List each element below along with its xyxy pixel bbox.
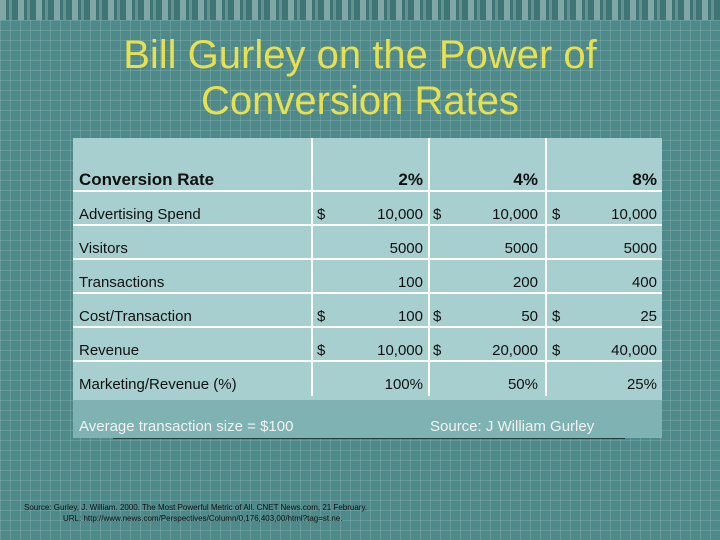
dollar-sign: $ — [552, 308, 561, 325]
table-cell: 25 — [640, 308, 657, 325]
dollar-sign: $ — [317, 206, 326, 223]
source-citation — [0, 502, 520, 524]
dollar-sign: $ — [317, 342, 326, 359]
footer-source: Source: J William Gurley — [430, 418, 595, 435]
dollar-sign: $ — [317, 308, 326, 325]
table-cell: 50 — [521, 308, 538, 325]
slide-title-line-2: Conversion Rates — [201, 79, 519, 123]
table-cell: 5000 — [389, 240, 423, 257]
header-label: Conversion Rate — [79, 170, 215, 189]
table-cell: 100% — [384, 376, 423, 393]
table-row — [73, 294, 662, 328]
table-cell: 100 — [397, 308, 423, 325]
row-label: Cost/Transaction — [79, 308, 192, 325]
table-cell: 400 — [631, 274, 657, 291]
header-col-4pct: 4% — [513, 170, 538, 189]
table-row — [73, 362, 662, 396]
conversion-table — [73, 138, 662, 438]
table-cell: 5000 — [623, 240, 657, 257]
table-cell: 20,000 — [492, 342, 538, 359]
table-cell: 50% — [507, 376, 538, 393]
table-cell: 40,000 — [611, 342, 657, 359]
table-cell: 200 — [512, 274, 538, 291]
table-cell: 10,000 — [377, 342, 423, 359]
decorative-top-strip — [0, 0, 720, 20]
header-col-2pct: 2% — [398, 170, 423, 189]
row-label: Marketing/Revenue (%) — [79, 376, 237, 393]
table-cell: 10,000 — [377, 206, 423, 223]
table-row — [73, 192, 662, 226]
dollar-sign: $ — [552, 342, 561, 359]
row-label: Advertising Spend — [79, 206, 201, 223]
table-row — [73, 226, 662, 260]
row-label: Transactions — [79, 274, 165, 291]
table-cell: 5000 — [504, 240, 538, 257]
table-row — [73, 260, 662, 294]
dollar-sign: $ — [433, 342, 442, 359]
header-col-8pct: 8% — [632, 170, 657, 189]
source-citation-line-1: Source: Gurley, J. William. 2000. The Most Powerful Metric of All. CNET News.com, 21 February. — [24, 503, 368, 512]
row-label: Revenue — [79, 342, 140, 359]
dollar-sign: $ — [433, 308, 442, 325]
table-header-row — [73, 138, 662, 192]
dollar-sign: $ — [552, 206, 561, 223]
table-cell: 10,000 — [492, 206, 538, 223]
table-cell: 25% — [626, 376, 657, 393]
table-cell: 10,000 — [611, 206, 657, 223]
footer-rule — [113, 438, 625, 439]
table-row — [73, 328, 662, 362]
slide-title — [40, 32, 680, 124]
slide-title-line-1: Bill Gurley on the Power of — [123, 33, 597, 77]
row-label: Visitors — [79, 240, 128, 257]
footer-avg-transaction: Average transaction size = $100 — [79, 418, 294, 435]
source-citation-url: URL: http://www.news.com/Perspectives/Column/0,176,403,00/html?tag=st.ne. — [63, 514, 343, 523]
dollar-sign: $ — [433, 206, 442, 223]
table-cell: 100 — [397, 274, 423, 291]
